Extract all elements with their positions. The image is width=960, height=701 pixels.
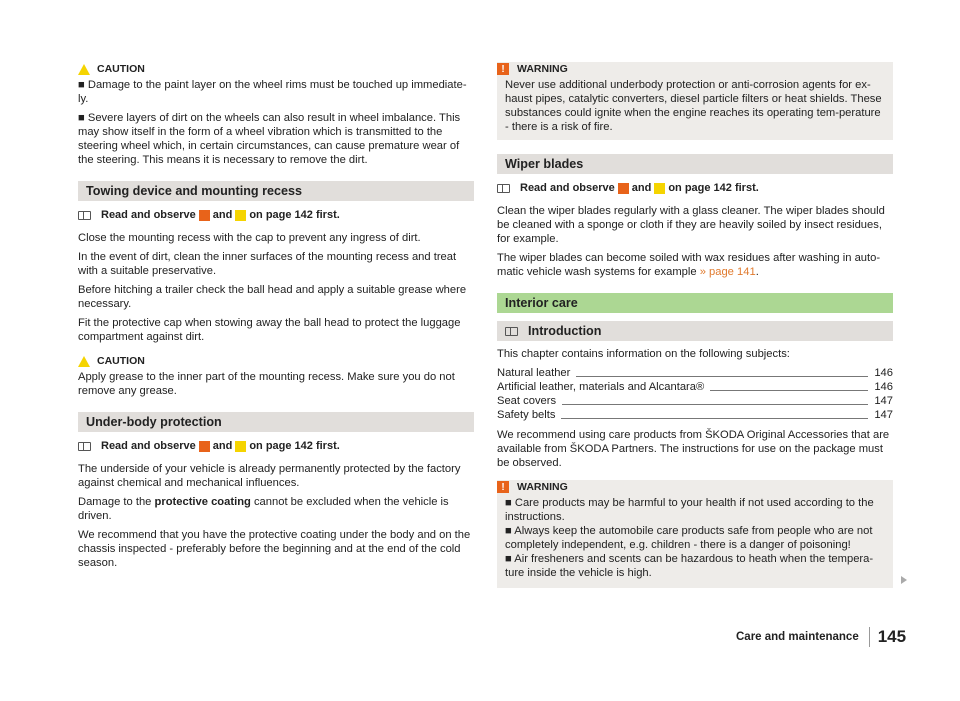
caution-square-icon (654, 183, 665, 194)
book-icon (497, 184, 510, 193)
warning-square-icon (199, 210, 210, 221)
caution-icon (78, 64, 90, 75)
page-number: 145 (869, 627, 906, 647)
section-heading-introduction: Introduction (497, 321, 893, 341)
paragraph: Clean the wiper blades regularly with a glass cleaner. The wiper blades should be cleaned with a sponge or cloth if they are heavily soiled by insect residues, for example. (497, 205, 885, 245)
warning-header (497, 62, 893, 76)
toc-item[interactable]: Artificial leather, materials and Alcantara® 146 (497, 381, 893, 393)
continue-arrow-icon (901, 576, 907, 584)
section-heading-underbody: Under-body protection (78, 412, 474, 432)
warning-square-icon (199, 441, 210, 452)
paragraph: The wiper blades can become soiled with wax residues after washing in auto-matic vehicle wash systems for example » page 141. (497, 252, 881, 278)
paragraph: We recommend using care products from ŠKODA Original Accessories that are available from ŠKODA Partners. The instructions for use on the package must be observed. (497, 429, 890, 469)
read-observe-note: Read and observe and on page 142 first. (497, 180, 893, 196)
caution-square-icon (235, 210, 246, 221)
toc-item[interactable]: Natural leather 146 (497, 367, 893, 379)
warning-line: ■ Care products may be harmful to your health if not used according to the instructions. (505, 497, 874, 523)
caution-line: ■ Severe layers of dirt on the wheels can also result in wheel imbalance. This may show itself in the form of a wheel vibration which is transmitted to the steering wheel which, in certain circumstances, can cause premature wear of the steering. This means it is necessary to remove the dirt. (78, 112, 461, 166)
right-column (497, 62, 893, 588)
caution-square-icon (235, 441, 246, 452)
warning-square-icon (618, 183, 629, 194)
book-icon (78, 211, 91, 220)
section-heading-towing: Towing device and mounting recess (78, 181, 474, 201)
paragraph: Fit the protective cap when stowing away the ball head to protect the luggage compartment against dirt. (78, 317, 461, 343)
chapter-heading-interior: Interior care (497, 293, 893, 313)
warning-box (497, 480, 893, 588)
caution-icon (78, 356, 90, 367)
book-icon (505, 327, 518, 336)
read-observe-note: Read and observe and on page 142 first. (78, 207, 474, 223)
warning-icon: ! (497, 63, 509, 75)
warning-icon: ! (497, 481, 509, 493)
paragraph: This chapter contains information on the following subjects: (497, 348, 790, 360)
warning-line: ■ Always keep the automobile care products safe from people who are not completely independent, e.g. children - there is a danger of poisoning! (505, 525, 873, 551)
toc-list (497, 366, 893, 422)
paragraph: Close the mounting recess with the cap to prevent any ingress of dirt. (78, 232, 421, 244)
book-icon (78, 442, 91, 451)
caution-title: CAUTION (97, 63, 145, 75)
warning-box (497, 62, 893, 140)
footer-section-label: Care and maintenance (736, 631, 859, 643)
paragraph: We recommend that you have the protective coating under the body and on the chassis inspected - preferably before the beginning and at the end of the cold season. (78, 529, 471, 569)
paragraph: Before hitching a trailer check the ball head and apply a suitable grease where necessary. (78, 284, 467, 310)
read-observe-note: Read and observe and on page 142 first. (78, 438, 474, 454)
page-link[interactable]: » page 141 (699, 266, 756, 278)
caution-header (78, 62, 474, 76)
warning-line: ■ Air fresheners and scents can be hazardous to heath when the tempera-ture inside the vehicle is high. (505, 553, 874, 579)
page-footer (736, 627, 906, 647)
left-column (78, 62, 474, 575)
toc-item[interactable]: Safety belts 147 (497, 409, 893, 421)
warning-header (497, 480, 893, 494)
paragraph: The underside of your vehicle is already permanently protected by the factory against chemical and mechanical influences. (78, 463, 461, 489)
caution-text: Apply grease to the inner part of the mounting recess. Make sure you do not remove any grease. (78, 371, 455, 397)
warning-title: WARNING (517, 63, 568, 75)
caution-header: CAUTION (78, 354, 474, 368)
paragraph: In the event of dirt, clean the inner surfaces of the mounting recess and treat with a suitable preservative. (78, 251, 457, 277)
caution-line: ■ Damage to the paint layer on the wheel rims must be touched up immediate-ly. (78, 79, 467, 105)
warning-text: Never use additional underbody protection or anti-corrosion agents for ex-haust pipes, catalytic converters, diesel particle filters or heat shields. These substances could ignite when the engine reaches its operating tem-perature - there is a risk of fire. (505, 79, 882, 133)
warning-title: WARNING (517, 481, 568, 493)
paragraph: Damage to the protective coating cannot be excluded when the vehicle is driven. (78, 496, 449, 522)
toc-item[interactable]: Seat covers 147 (497, 395, 893, 407)
section-heading-wiper: Wiper blades (497, 154, 893, 174)
